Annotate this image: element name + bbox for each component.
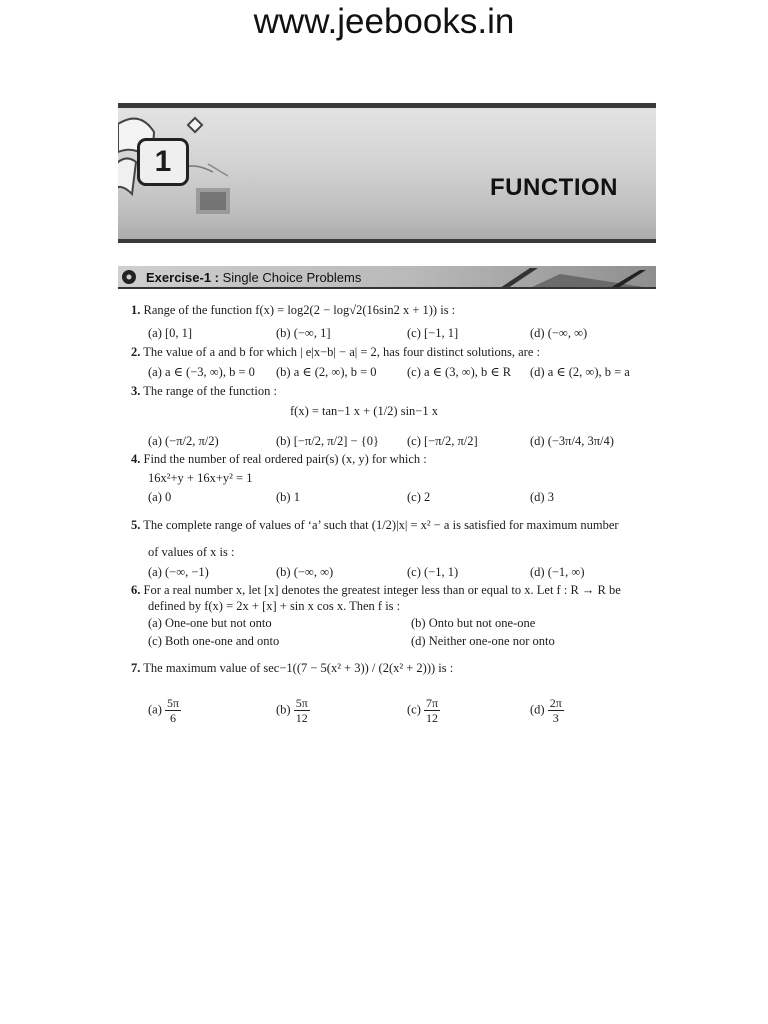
- option-b: (b) Onto but not one-one: [411, 616, 536, 630]
- option-label: (c): [407, 702, 421, 717]
- fraction-numerator: 7π: [426, 696, 439, 710]
- option-c: (c) [−1, 1]: [407, 326, 459, 340]
- fraction-numerator: 5π: [295, 696, 308, 710]
- question-text-end: is satisfied for maximum number: [449, 518, 619, 532]
- option-b: (b) (−∞, ∞): [276, 565, 334, 579]
- option-b: (b) 1: [276, 490, 300, 504]
- question-text: Find the number of real ordered pair(s) (x, y) for which :: [143, 452, 427, 466]
- question-math: f(x) = log2(2 − log√2(16sin2 x + 1)): [255, 303, 438, 317]
- flower-bullet-icon: [120, 268, 138, 286]
- fraction-denominator: 6: [170, 711, 177, 725]
- question-3-equation: f(x) = tan−1 x + (1/2) sin−1 x: [290, 404, 438, 418]
- option-a: [148, 696, 181, 725]
- question-2-stem: [131, 345, 540, 360]
- option-fraction: [548, 696, 564, 725]
- question-text: The maximum value of: [143, 661, 264, 675]
- question-text-end: is :: [435, 661, 454, 675]
- question-3-stem: [131, 384, 277, 399]
- option-fraction: [165, 696, 181, 725]
- option-d: (d) 3: [530, 490, 554, 504]
- option-b: [276, 696, 310, 725]
- option-fraction: [294, 696, 310, 725]
- question-text: The range of the function :: [143, 384, 277, 398]
- option-c: [407, 696, 440, 725]
- question-6-stem: [131, 583, 621, 598]
- question-text-end: is :: [437, 303, 456, 317]
- exercise-bar-rule: [118, 287, 656, 289]
- question-7-stem: [131, 661, 453, 676]
- question-math: (1/2)|x| = x² − a: [371, 518, 450, 532]
- banner-decoration-graphic: [118, 104, 656, 242]
- option-a: (a) (−π/2, π/2): [148, 434, 219, 448]
- question-5-stem: [131, 518, 619, 533]
- fraction-denominator: 12: [295, 711, 308, 725]
- option-d: (d) (−∞, ∞): [530, 326, 588, 340]
- question-number: 7.: [131, 661, 141, 675]
- option-a: (a) One-one but not onto: [148, 616, 272, 630]
- question-number: 2.: [131, 345, 141, 359]
- option-c: (c) a ∈ (3, ∞), b ∈ R: [407, 365, 512, 379]
- option-a: (a) a ∈ (−3, ∞), b = 0: [148, 365, 255, 379]
- banner-top-rule: [118, 103, 656, 108]
- option-a: (a) [0, 1]: [148, 326, 193, 340]
- option-fraction: [424, 696, 440, 725]
- option-c: (c) (−1, 1): [407, 565, 459, 579]
- chapter-number-badge: 1: [137, 138, 189, 186]
- question-6-stem-continued: defined by f(x) = 2x + [x] + sin x cos x. Then f is :: [148, 599, 401, 613]
- question-text: The value of a and b for which | e|x−b| − a| = 2, has four distinct solutions, are :: [143, 345, 540, 359]
- chapter-title: FUNCTION: [490, 174, 618, 201]
- question-4-stem: [131, 452, 427, 467]
- question-4-equation: 16x²+y + 16x+y² = 1: [148, 471, 253, 485]
- option-b: (b) [−π/2, π/2] − {0}: [276, 434, 379, 448]
- site-url-header: www.jeebooks.in: [253, 2, 515, 41]
- question-number: 3.: [131, 384, 141, 398]
- option-a: (a) 0: [148, 490, 172, 504]
- option-b: (b) (−∞, 1]: [276, 326, 331, 340]
- option-c: (c) Both one-one and onto: [148, 634, 280, 648]
- question-text: Range of the function: [143, 303, 256, 317]
- option-d: (d) (−1, ∞): [530, 565, 585, 579]
- option-d: (d) a ∈ (2, ∞), b = a: [530, 365, 630, 379]
- question-text: The complete range of values of ‘a’ such that: [143, 518, 372, 532]
- fraction-numerator: 5π: [167, 696, 180, 710]
- fraction-numerator: 2π: [549, 696, 562, 710]
- fraction-denominator: 3: [552, 711, 559, 725]
- option-c: (c) [−π/2, π/2]: [407, 434, 478, 448]
- option-label: (d): [530, 702, 545, 717]
- banner-bottom-rule: [118, 239, 656, 243]
- fraction-denominator: 12: [426, 711, 439, 725]
- exercise-subtitle: Single Choice Problems: [222, 270, 362, 285]
- option-label: (a): [148, 702, 162, 717]
- question-number: 4.: [131, 452, 141, 466]
- option-c: (c) 2: [407, 490, 431, 504]
- option-b: (b) a ∈ (2, ∞), b = 0: [276, 365, 377, 379]
- question-1-stem: [131, 303, 455, 318]
- question-number: 1.: [131, 303, 141, 317]
- option-d: (d) Neither one-one nor onto: [411, 634, 555, 648]
- option-d: (d) (−3π/4, 3π/4): [530, 434, 614, 448]
- question-5-stem-continued: of values of x is :: [148, 545, 235, 559]
- exercise-title: [146, 270, 361, 285]
- question-math: sec−1((7 − 5(x² + 3)) / (2(x² + 2))): [263, 661, 436, 675]
- option-d: [530, 696, 564, 725]
- option-label: (b): [276, 702, 291, 717]
- exercise-label: Exercise-1 :: [146, 270, 219, 285]
- question-number: 5.: [131, 518, 141, 532]
- option-a: (a) (−∞, −1): [148, 565, 209, 579]
- question-text: For a real number x, let [x] denotes the greatest integer less than or equal to x. Let f : R → R be: [143, 583, 621, 597]
- question-number: 6.: [131, 583, 141, 597]
